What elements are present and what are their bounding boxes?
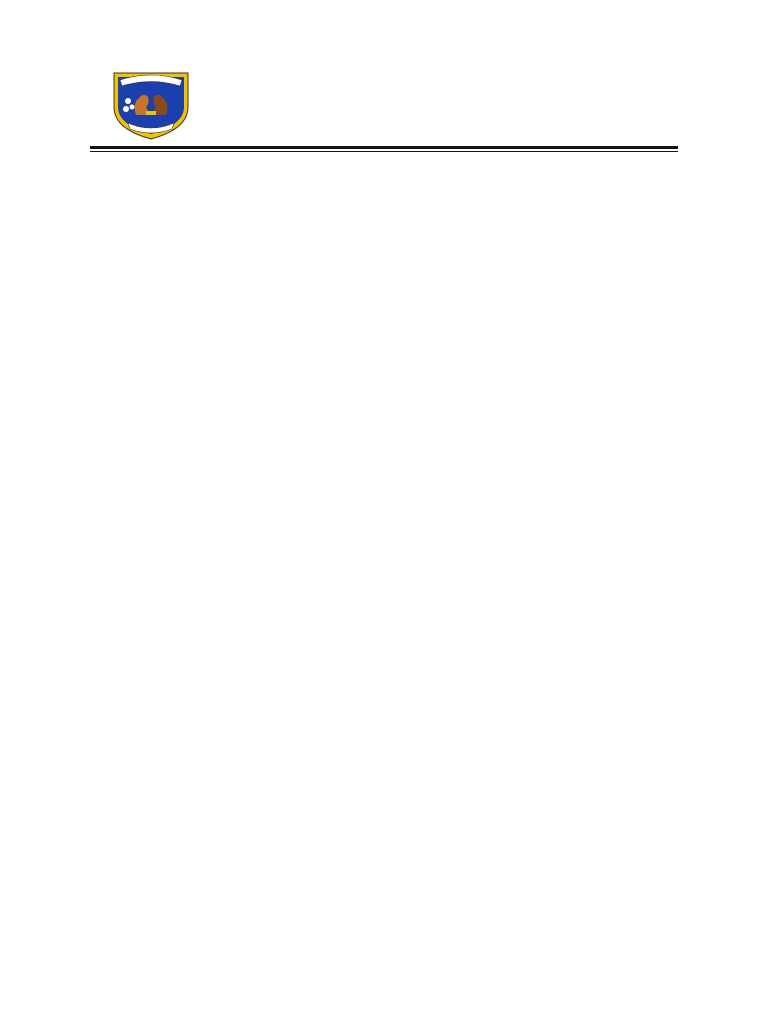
header-rule-thin <box>90 151 678 152</box>
regency-logo <box>108 67 194 141</box>
header-rule-thick <box>90 146 678 149</box>
muna-emblem-icon <box>108 67 194 141</box>
